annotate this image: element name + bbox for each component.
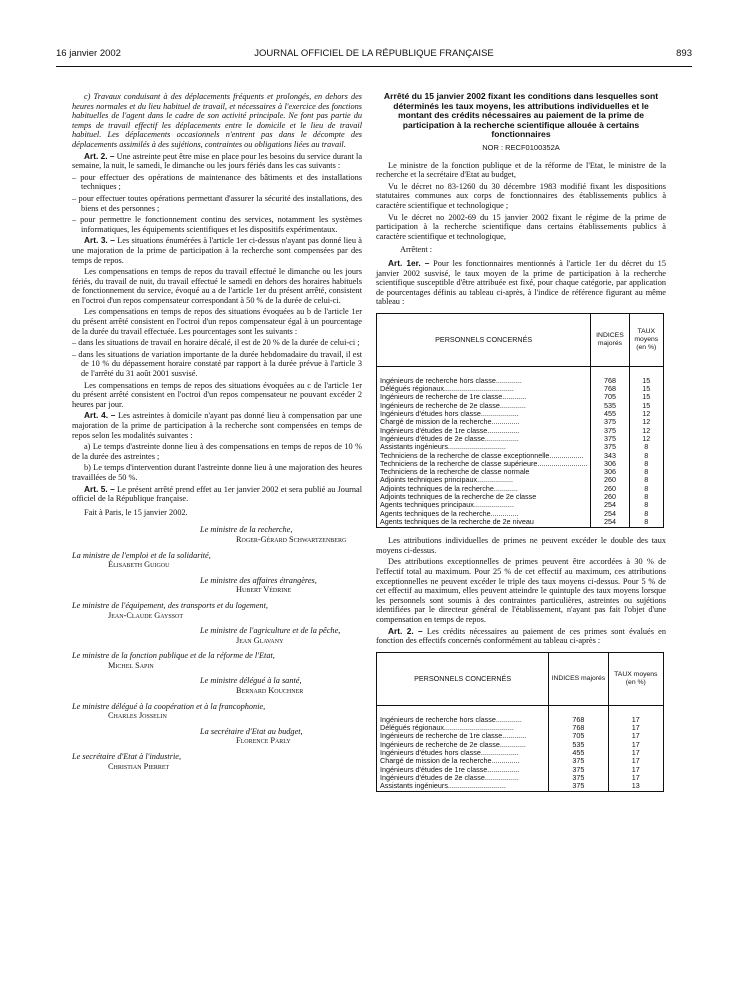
table-cell-personnel: Techniciens de la recherche de classe exceptionnelle................. [377,452,591,460]
article-3 [72,236,362,265]
table-cell-indice: 768 [549,724,608,732]
vu-decret-1: Vu le décret no 83-1260 du 30 décembre 1983 modifié fixant les dispositions statutaires communes aux corps de fonctionnaires des établissements publics à caractère scientifique et technologique ; [376,181,666,210]
article-3-paragraph-3: Les compensations en temps de repos des situations évoquées au b de l'article 1er du présent arrêté consistent en l'octroi d'un repos compensateur égal à un pourcentage de la durée du travail effectuée. Les pourcentages sont les suivants : [72,307,362,336]
article-2-text: Une astreinte peut être mise en place pour les besoins du service durant la semaine, la nuit, le samedi, le dimanche ou les jours fériés dans les cas suivants : [72,151,363,171]
table-row [377,510,664,518]
table2-header-taux: TAUX moyens (en %) [608,652,663,705]
table-cell-indice: 455 [549,749,608,757]
table-cell-personnel: Chargé de mission de la recherche.............. [377,418,591,426]
table-row [377,385,664,393]
rates-table-2 [376,652,664,793]
table-cell-taux: 17 [608,774,663,782]
table-cell-personnel: Ingénieurs d'études de 2e classe................. [377,435,591,443]
table-cell-personnel: Ingénieurs d'études de 1re classe................ [377,766,549,774]
arretent: Arrêtent : [400,245,433,255]
table-cell-personnel: Assistants ingénieurs............................. [377,782,549,792]
table-cell-indice: 343 [591,452,629,460]
article-4-text: Les astreintes à domicile n'ayant pas donné lieu à compensation par une majoration de la prime de participation à la recherche sont compensées en temps de repos selon les modalités suivantes : [72,411,362,440]
table-row [377,393,664,401]
table-cell-personnel: Adjoints techniques de la recherche de 2e classe [377,493,591,501]
table-cell-indice: 260 [591,485,629,493]
signature [72,576,362,595]
table-cell-taux: 13 [608,782,663,792]
article-3-list [72,338,362,378]
vu-decret-2: Vu le décret no 2002-69 du 15 janvier 2002 fixant le régime de la prime de participation à la recherche scientifique dans certains établissements publics à caractère scientifique et technologique, [376,212,666,241]
table-row [377,410,664,418]
signature [72,651,362,670]
table1-header-indices: INDICES majorés [591,313,629,366]
signature-name: Michel Sapin [108,660,154,670]
table1-header-taux: TAUX moyens (en %) [629,313,663,366]
article-2-label: Art. 2. – [84,150,115,161]
table-row [377,766,664,774]
paragraph-attributions: Les attributions individuelles de primes ne peuvent excéder le double des taux moyens ci-dessus. [376,536,666,555]
table-cell-personnel: Chargé de mission de la recherche.............. [377,757,549,765]
table-cell-taux: 8 [629,485,663,493]
decree-intro: Le ministre de la fonction publique et de la réforme de l'Etat, le ministre de la recherche et la secrétaire d'Etat au budget, [376,160,666,180]
table-cell-indice: 375 [591,427,629,435]
table-row [377,732,664,740]
article-2-list [72,173,362,235]
paragraph-exceptionnelles: Des attributions exceptionnelles de primes peuvent être accordées à 30 % de l'effectif total au maximum. Pour 25 % de cet effectif au maximum, ces attributions exceptionnelles ne peuvent excéder le triple des taux moyens ci-dessus. Pour 5 % de cet effectif au maximum, elles peuvent atteindre le quintuple des taux moyens lorsque les personnels sont soumis à des contraintes particulières, astreintes ou sujétions identifiées par le directeur général de l'établissement, n'ayant pas fait l'objet d'une compensation en temps de repos. [376,557,666,624]
table-cell-taux: 8 [629,476,663,484]
table-cell-indice: 375 [591,418,629,426]
table-cell-taux: 17 [608,766,663,774]
table-cell-personnel: Ingénieurs de recherche hors classe............. [377,366,591,385]
table-cell-taux: 17 [608,724,663,732]
header-rule [56,66,692,67]
table-row [377,782,664,792]
table-cell-personnel: Ingénieurs d'études de 2e classe................. [377,774,549,782]
table-row [377,741,664,749]
signature-role: Le ministre de l'agriculture et de la pêche, [200,626,341,636]
right-column [376,92,666,800]
signature [72,626,362,645]
article-4-a: a) Le temps d'astreinte donne lieu à des compensations en temps de repos de 10 % de la durée des astreintes ; [72,442,362,461]
table-row [377,418,664,426]
table-row [377,705,664,724]
table-cell-personnel: Ingénieurs de recherche de 1re classe............ [377,393,591,401]
table-cell-personnel: Techniciens de la recherche de classe supérieure......................... [377,460,591,468]
table-cell-taux: 8 [629,518,663,528]
table2-header-indices: INDICES majorés [549,652,608,705]
table-cell-personnel: Ingénieurs d'études hors classe................... [377,749,549,757]
signature-role: La secrétaire d'Etat au budget, [200,726,303,736]
table-row [377,460,664,468]
signature-name: Jean-Claude Gayssot [108,610,184,620]
table-cell-personnel: Délégués régionaux................................... [377,724,549,732]
table-row [377,493,664,501]
fait-a-paris: Fait à Paris, le 15 janvier 2002. [84,507,188,517]
article-1-text: Pour les fonctionnaires mentionnés à l'article 1er du décret du 15 janvier 2002 susvisé, le taux moyen de la prime de participation à la recherche scientifique susceptible d'être attribuée est fixé, pour chaque catégorie, par application de pourcentages définis au tableau ci-après, à l'indice de référence figurant au même tableau : [376,258,666,307]
table-cell-indice: 768 [591,366,629,385]
article-4-label: Art. 4. – [84,410,116,421]
list-item: – dans les situations de travail en horaire décalé, il est de 20 % de la durée de celui-ci ; [72,338,360,348]
article-1 [376,259,666,307]
table-cell-taux: 15 [629,402,663,410]
article-2-right [376,627,666,646]
table-cell-indice: 535 [549,741,608,749]
table-cell-personnel: Ingénieurs d'études hors classe................... [377,410,591,418]
article-2-right-label: Art. 2. – [388,625,423,636]
table-cell-indice: 375 [549,782,608,792]
list-item: – pour effectuer des opérations de maintenance des bâtiments et des installations techniques ; [72,172,362,192]
table-cell-indice: 375 [549,774,608,782]
table-cell-personnel: Techniciens de la recherche de classe normale [377,468,591,476]
page-header [56,48,692,62]
signature-role: Le secrétaire d'Etat à l'industrie, [72,752,182,762]
table-cell-taux: 15 [629,366,663,385]
signature [72,601,362,620]
table-row [377,749,664,757]
table-cell-indice: 375 [591,443,629,451]
table-cell-taux: 12 [629,418,663,426]
table-row [377,724,664,732]
table-cell-taux: 15 [629,393,663,401]
table-cell-taux: 15 [629,385,663,393]
table-cell-indice: 768 [591,385,629,393]
table-row [377,402,664,410]
table-cell-taux: 8 [629,452,663,460]
table2-header-personnels: PERSONNELS CONCERNÉS [377,652,549,705]
list-item: – pour effectuer toutes opérations permettant d'assurer la sécurité des installations, des biens et des personnes ; [72,193,362,213]
signature-name: Florence Parly [236,736,291,746]
signature [72,676,362,695]
signature-name: Jean Glavany [236,635,284,645]
signature-name: Élisabeth Guigou [108,560,170,570]
header-date: 16 janvier 2002 [56,48,121,59]
rates-table-1 [376,313,664,528]
article-3-label: Art. 3. – [84,235,115,246]
table-row [377,501,664,509]
article-5 [72,485,362,504]
table-cell-indice: 254 [591,510,629,518]
signature-role: La ministre de l'emploi et de la solidarité, [72,550,211,560]
signature-role: Le ministre des affaires étrangères, [200,575,317,585]
table-row [377,757,664,765]
table-cell-taux: 12 [629,435,663,443]
table-row [377,774,664,782]
signature-role: Le ministre de l'équipement, des transports et du logement, [72,600,268,610]
signature-role: Le ministre de la fonction publique et de la réforme de l'Etat, [72,651,275,661]
signature [72,551,362,570]
table-cell-taux: 8 [629,493,663,501]
table-cell-taux: 8 [629,443,663,451]
table-cell-personnel: Ingénieurs de recherche de 1re classe............ [377,732,549,740]
article-3-paragraph-4: Les compensations en temps de repos des situations évoquées au c de l'article 1er du présent arrêté consistent en l'octroi d'un repos compensateur ne pouvant excéder 2 heures par jour. [72,380,362,409]
article-4-b: b) Le temps d'intervention durant l'astreinte donne lieu à une majoration des heures travaillées de 50 %. [72,463,362,482]
list-item: – dans les situations de variation importante de la durée hebdomadaire du travail, il est de 10 % du dépassement horaire constaté par rapport à la durée prévue à l'article 3 de l'arrêté du 31 août 2001 susvisé. [72,349,362,379]
table-cell-taux: 8 [629,501,663,509]
header-page-number: 893 [676,48,692,59]
table-cell-taux: 17 [608,757,663,765]
signature-role: Le ministre de la recherche, [200,525,293,535]
article-2 [72,152,362,171]
signature-name: Roger-Gérard Schwartzenberg [236,534,347,544]
table-cell-taux: 8 [629,468,663,476]
table-cell-personnel: Ingénieurs de recherche hors classe............. [377,705,549,724]
article-5-label: Art. 5. – [84,483,115,494]
table-cell-indice: 375 [591,435,629,443]
article-3-text: Les situations énumérées à l'article 1er ci-dessus n'ayant pas donné lieu à une majoration de la prime de participation à la recherche sont compensées par des temps de repos. [72,236,362,265]
table-cell-indice: 254 [591,518,629,528]
table-cell-personnel: Adjoints techniques de la recherche............ [377,485,591,493]
header-journal-title: JOURNAL OFFICIEL DE LA RÉPUBLIQUE FRANÇAISE [254,48,494,59]
table-cell-taux: 17 [608,749,663,757]
table-cell-taux: 17 [608,705,663,724]
table-cell-personnel: Agents techniques principaux.................... [377,501,591,509]
table-cell-personnel: Ingénieurs de recherche de 2e classe............. [377,402,591,410]
table-cell-taux: 12 [629,410,663,418]
left-column [72,92,362,777]
table1-header-personnels: PERSONNELS CONCERNÉS [377,313,591,366]
table-cell-personnel: Assistants ingénieurs............................. [377,443,591,451]
decree-title: Arrêté du 15 janvier 2002 fixant les conditions dans lesquelles sont déterminés les taux moyens, les attributions individuelles et le montant des crédits nécessaires au paiement de la prime de participation à la recherche scientifique allouée à certains fonctionnaires [383,91,659,140]
table-cell-indice: 455 [591,410,629,418]
table-cell-indice: 375 [549,766,608,774]
table-cell-taux: 8 [629,460,663,468]
table-row [377,476,664,484]
table-cell-taux: 12 [629,427,663,435]
article-4 [72,411,362,440]
signature-name: Bernard Kouchner [236,686,304,696]
table-row [377,366,664,385]
table-cell-taux: 17 [608,741,663,749]
article-3-paragraph-2: Les compensations en temps de repos du travail effectué le dimanche ou les jours fériés, du travail de nuit, du travail effectué le samedi en dehors des horaires habituels de fonctionnement du service, évoqué au a de l'article 1er du présent arrêté, consistent en l'octroi d'un repos compensateur correspondant à 50 % de la durée de celui-ci. [72,267,362,305]
article-5-text: Le présent arrêté prend effet au 1er janvier 2002 et sera publié au Journal officiel de la République française. [72,484,363,504]
table-row [377,468,664,476]
table-cell-indice: 768 [549,705,608,724]
table-cell-indice: 306 [591,460,629,468]
table-cell-personnel: Adjoints techniques principaux.................. [377,476,591,484]
signature-name: Christian Pierret [108,761,170,771]
table-row [377,435,664,443]
table-row [377,485,664,493]
table-cell-personnel: Agents techniques de la recherche.............. [377,510,591,518]
article-2-right-text: Les crédits nécessaires au paiement de ces primes sont évalués en fonction des effectifs concernés conformément au tableau ci-après : [376,626,666,646]
table-cell-indice: 306 [591,468,629,476]
table-cell-personnel: Ingénieurs de recherche de 2e classe............. [377,741,549,749]
table-cell-indice: 705 [591,393,629,401]
table-row [377,452,664,460]
table-cell-indice: 254 [591,501,629,509]
table-cell-indice: 375 [549,757,608,765]
nor-reference: NOR : RECF0100352A [482,142,560,152]
table-cell-indice: 260 [591,493,629,501]
table-cell-indice: 535 [591,402,629,410]
table-cell-personnel: Délégués régionaux................................... [377,385,591,393]
table-row [377,518,664,528]
signature-name: Hubert Védrine [236,585,292,595]
signatures-block [72,525,362,771]
signature [72,702,362,721]
table-cell-indice: 705 [549,732,608,740]
list-item: – pour permettre le fonctionnement continu des services, notamment les systèmes informatiques, les équipements scientifiques et les dispositifs expérimentaux. [72,215,362,234]
table-cell-taux: 8 [629,510,663,518]
table-cell-personnel: Agents techniques de la recherche de 2e niveau [377,518,591,528]
signature [72,727,362,746]
signature-name: Charles Josselin [108,711,167,721]
article-1-label: Art. 1er. – [388,257,430,268]
signature-role: Le ministre délégué à la santé, [200,676,302,686]
table-row [377,443,664,451]
signature-role: Le ministre délégué à la coopération et à la francophonie, [72,701,266,711]
table-cell-indice: 260 [591,476,629,484]
signature [72,525,362,544]
table-cell-taux: 17 [608,732,663,740]
table-row [377,427,664,435]
table-cell-personnel: Ingénieurs d'études de 1re classe................ [377,427,591,435]
signature [72,752,362,771]
paragraph-c: c) Travaux conduisant à des déplacements fréquents et prolongés, en dehors des heures normales et du lieu habituel de travail, et nécessaires à l'exercice des fonctions habituelles de l'agent dans le cadre de son activité principale. Ne font pas partie du temps de travail effectif les déplacements entre le domicile et le lieu de travail habituel. Les déplacements occasionnels n'entrent pas dans le décompte des déplacements assimilés à des sujétions, contraintes ou obligations liées au travail. [72,92,362,149]
